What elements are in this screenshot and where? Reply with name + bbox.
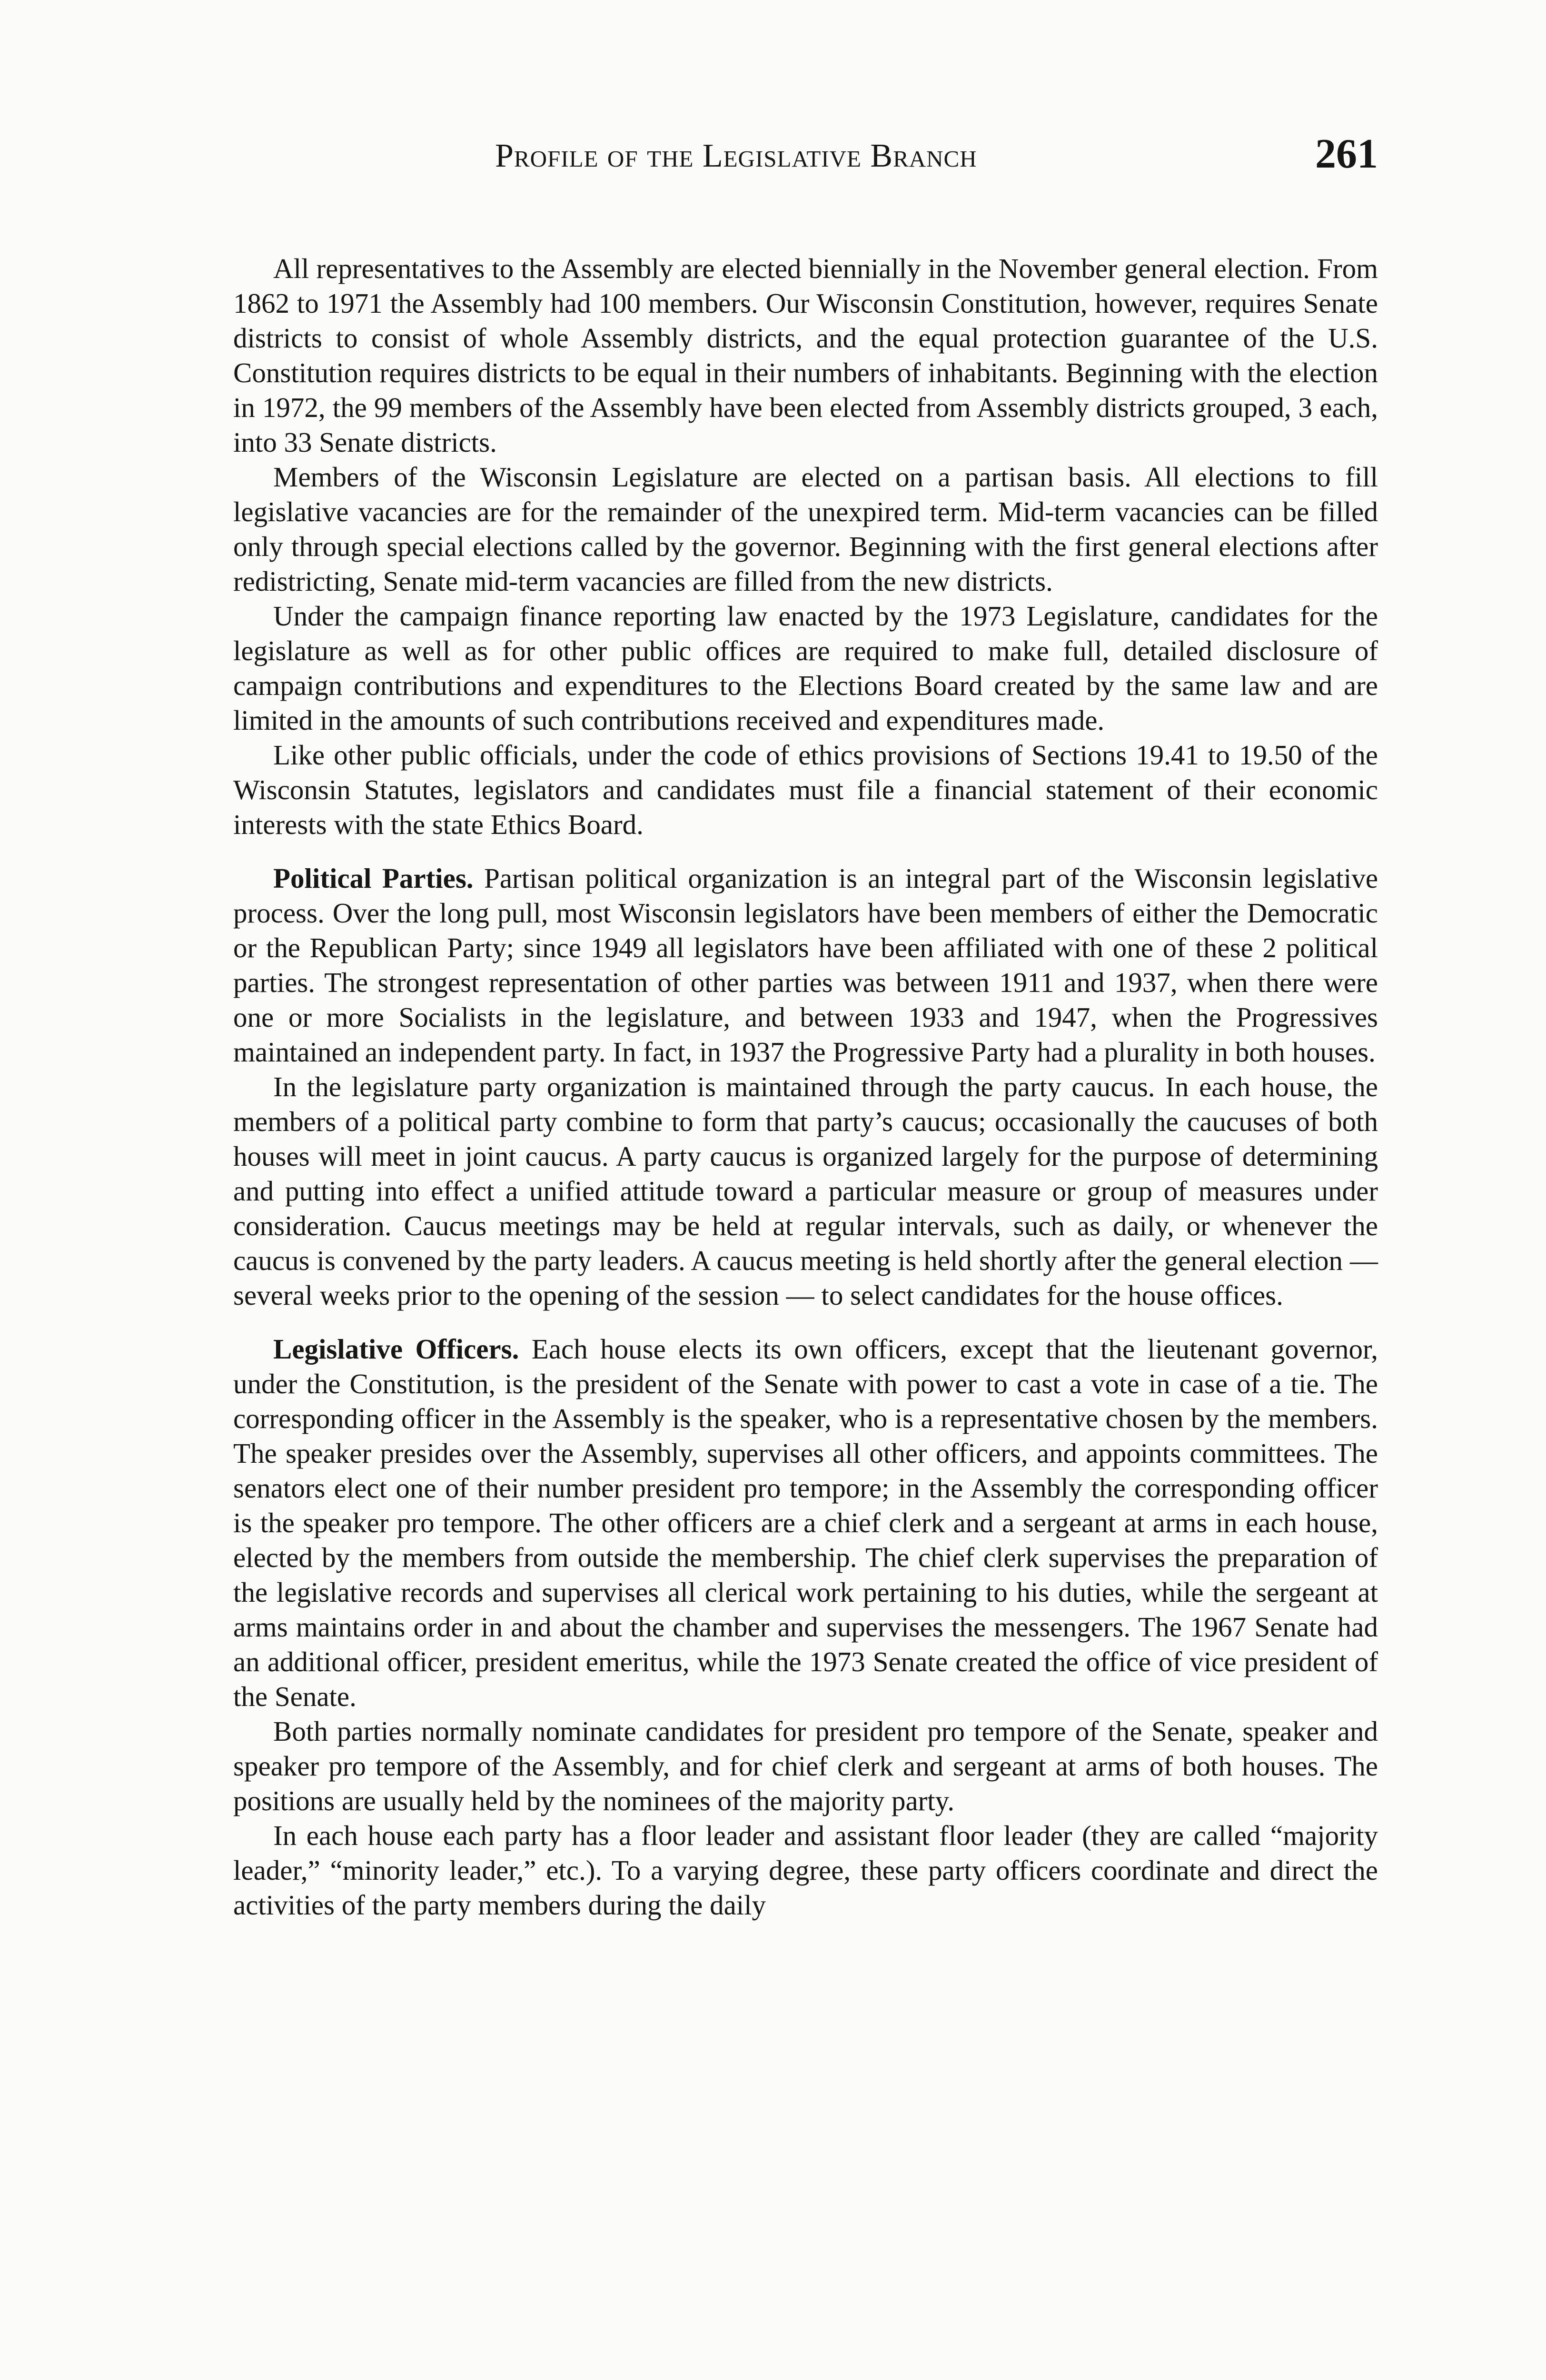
page-number: 261 <box>1315 131 1378 177</box>
running-title: Profile of the Legislative Branch <box>495 138 977 174</box>
paragraph-text: Partisan political organization is an integral part of the Wisconsin legislative process. Over the long pull, most Wisconsin legislators have been members of either the Democratic or the Republican Party; since 1949 all legislators have been affiliated with one of these 2 political parties. The strongest representation of other parties was between 1911 and 1937, when there were one or more Socialists in the legislature, and between 1933 and 1947, when the Progressives maintained an independent party. In fact, in 1937 the Progressive Party had a plurality in both houses. <box>233 863 1378 1068</box>
section-heading-political-parties: Political Parties. <box>273 863 474 894</box>
paragraph-nominations <box>233 1714 1378 1818</box>
paragraph-legislative-officers <box>233 1332 1378 1714</box>
section-heading-legislative-officers: Legislative Officers. <box>273 1333 519 1365</box>
paragraph-text: Members of the Wisconsin Legislature are elected on a partisan basis. All elections to fill legislative vacancies are for the remainder of the unexpired term. Mid-term vacancies can be filled only through special elections called by the governor. Beginning with the first general elections after redistricting, Senate mid-term vacancies are filled from the new districts. <box>233 461 1378 597</box>
paragraph-text: In each house each party has a floor leader and assistant floor leader (they are called “majority leader,” “minority leader,” etc.). To a varying degree, these party officers coordinate and direct the activities of the party members during the daily <box>233 1820 1378 1921</box>
paragraph-text: All representatives to the Assembly are elected biennially in the November general election. From 1862 to 1971 the Assembly had 100 members. Our Wisconsin Constitution, however, requires Senate districts to consist of whole Assembly districts, and the equal protection guarantee of the U.S. Constitution requires districts to be equal in their numbers of inhabitants. Beginning with the election in 1972, the 99 members of the Assembly have been elected from Assembly districts grouped, 3 each, into 33 Senate districts. <box>233 253 1378 458</box>
paragraph-text: In the legislature party organization is maintained through the party caucus. In each house, the members of a political party combine to form that party’s caucus; occasionally the caucuses of both houses will meet in joint caucus. A party caucus is organized largely for the purpose of determining and putting into effect a unified attitude toward a particular measure or group of measures under consideration. Caucus meetings may be held at regular intervals, such as daily, or whenever the caucus is convened by the party leaders. A caucus meeting is held shortly after the general election — several weeks prior to the opening of the session — to select candidates for the house offices. <box>233 1071 1378 1311</box>
paragraph-party-caucus <box>233 1070 1378 1313</box>
paragraph-political-parties <box>233 861 1378 1070</box>
paragraph-partisan-basis <box>233 460 1378 599</box>
running-head <box>233 129 1378 181</box>
paragraph-assembly-elections <box>233 251 1378 460</box>
paragraph-code-of-ethics <box>233 738 1378 842</box>
paragraph-text: Each house elects its own officers, except that the lieutenant governor, under the Constitution, is the president of the Senate with power to cast a vote in case of a tie. The corresponding officer in the Assembly is the speaker, who is a representative chosen by the members. The speaker presides over the Assembly, supervises all other officers, and appoints committees. The senators elect one of their number president pro tempore; in the Assembly the corresponding officer is the speaker pro tempore. The other officers are a chief clerk and a sergeant at arms in each house, elected by the members from outside the membership. The chief clerk supervises the preparation of the legislative records and supervises all clerical work pertaining to his duties, while the sergeant at arms maintains order in and about the chamber and supervises the messengers. The 1967 Senate had an additional officer, president emeritus, while the 1973 Senate created the office of vice president of the Senate. <box>233 1333 1378 1712</box>
paragraph-text: Both parties normally nominate candidates for president pro tempore of the Senate, speaker and speaker pro tempore of the Assembly, and for chief clerk and sergeant at arms of both houses. The positions are usually held by the nominees of the majority party. <box>233 1716 1378 1816</box>
paragraph-floor-leaders <box>233 1818 1378 1923</box>
body-text <box>233 251 1378 1923</box>
paragraph-campaign-finance <box>233 599 1378 738</box>
paragraph-text: Under the campaign finance reporting law enacted by the 1973 Legislature, candidates for the legislature as well as for other public offices are required to make full, detailed disclosure of campaign contributions and expenditures to the Elections Board created by the same law and are limited in the amounts of such contributions received and expenditures made. <box>233 600 1378 736</box>
paragraph-text: Like other public officials, under the code of ethics provisions of Sections 19.41 to 19.50 of the Wisconsin Statutes, legislators and candidates must file a financial statement of their economic interests with the state Ethics Board. <box>233 739 1378 840</box>
